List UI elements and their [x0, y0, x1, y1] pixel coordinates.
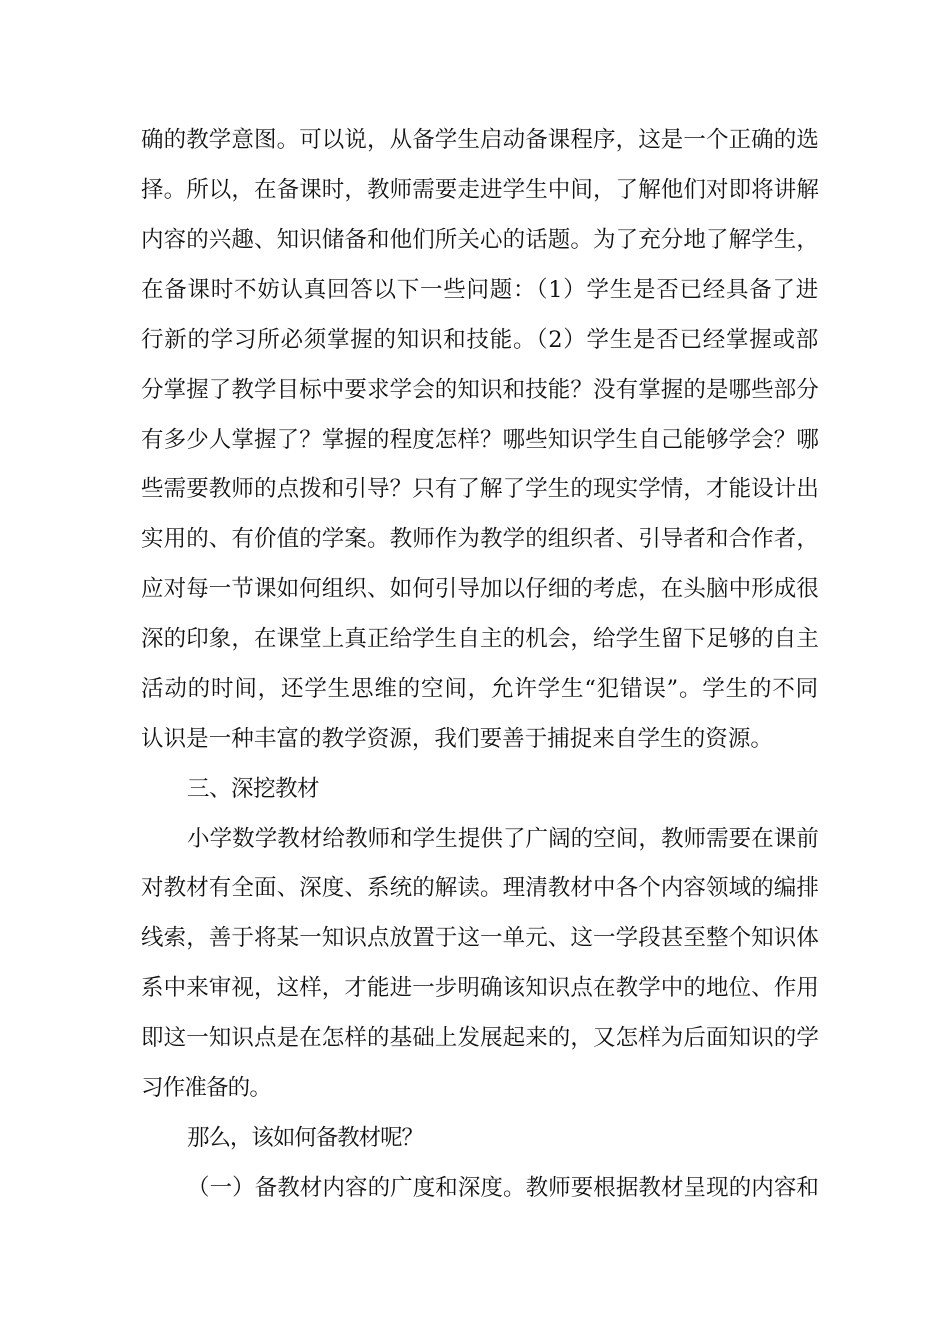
- line-text: 在备课时不妨认真回答以下一些问题：（1）学生是否已经具备了进: [141, 277, 819, 303]
- text-line: [0, 471, 950, 507]
- text-line: [0, 571, 950, 607]
- text-line: [0, 122, 950, 158]
- line-text: 小学数学教材给教师和学生提供了广阔的空间，教师需要在课前: [187, 826, 819, 852]
- line-text: 分掌握了教学目标中要求学会的知识和技能？没有掌握的是哪些部分: [141, 377, 819, 403]
- line-text: 行新的学习所必须掌握的知识和技能。（2）学生是否已经掌握或部: [141, 327, 819, 353]
- line-text: 对教材有全面、深度、系统的解读。理清教材中各个内容领域的编排: [141, 875, 819, 901]
- line-text: 实用的、有价值的学案。教师作为教学的组织者、引导者和合作者，: [141, 526, 819, 552]
- text-line: [0, 422, 950, 458]
- line-text: 即这一知识点是在怎样的基础上发展起来的，又怎样为后面知识的学: [141, 1025, 819, 1051]
- text-line: [0, 721, 950, 757]
- line-text: 习作准备的。: [141, 1075, 271, 1101]
- line-text: 择。所以，在备课时，教师需要走进学生中间，了解他们对即将讲解: [141, 177, 819, 203]
- line-text: 活动的时间，还学生思维的空间，允许学生“犯错误”。学生的不同: [141, 676, 819, 702]
- line-text: 深的印象，在课堂上真正给学生自主的机会，给学生留下足够的自主: [141, 626, 819, 652]
- text-line: [0, 1020, 950, 1056]
- text-line: [0, 621, 950, 657]
- line-text: 那么，该如何备教材呢？: [187, 1125, 423, 1151]
- section-heading-text: 三、深挖教材: [187, 776, 319, 802]
- text-line: [0, 671, 950, 707]
- text-line: [0, 521, 950, 557]
- text-line: [0, 222, 950, 258]
- text-line: [0, 970, 950, 1006]
- text-line: [0, 272, 950, 308]
- text-line: [0, 1170, 950, 1206]
- line-text: 内容的兴趣、知识储备和他们所关心的话题。为了充分地了解学生，: [141, 227, 819, 253]
- section-heading: [0, 771, 950, 807]
- text-line: [0, 920, 950, 956]
- line-text: 应对每一节课如何组织、如何引导加以仔细的考虑，在头脑中形成很: [141, 576, 819, 602]
- text-line: [0, 372, 950, 408]
- line-text: 些需要教师的点拨和引导？只有了解了学生的现实学情，才能设计出: [141, 476, 819, 502]
- text-line: [0, 172, 950, 208]
- line-text: 系中来审视，这样，才能进一步明确该知识点在教学中的地位、作用: [141, 975, 819, 1001]
- line-text: 有多少人掌握了？掌握的程度怎样？哪些知识学生自己能够学会？哪: [141, 427, 819, 453]
- text-line: [0, 322, 950, 358]
- line-text: 确的教学意图。可以说，从备学生启动备课程序，这是一个正确的选: [141, 127, 819, 153]
- text-line: [0, 1070, 950, 1106]
- text-line: [0, 821, 950, 857]
- text-line: [0, 870, 950, 906]
- line-text: 线索，善于将某一知识点放置于这一单元、这一学段甚至整个知识体: [141, 925, 819, 951]
- line-text: 认识是一种丰富的教学资源，我们要善于捕捉来自学生的资源。: [141, 726, 773, 752]
- text-line: [0, 1120, 950, 1156]
- line-text: （一）备教材内容的广度和深度。教师要根据教材呈现的内容和: [187, 1175, 819, 1201]
